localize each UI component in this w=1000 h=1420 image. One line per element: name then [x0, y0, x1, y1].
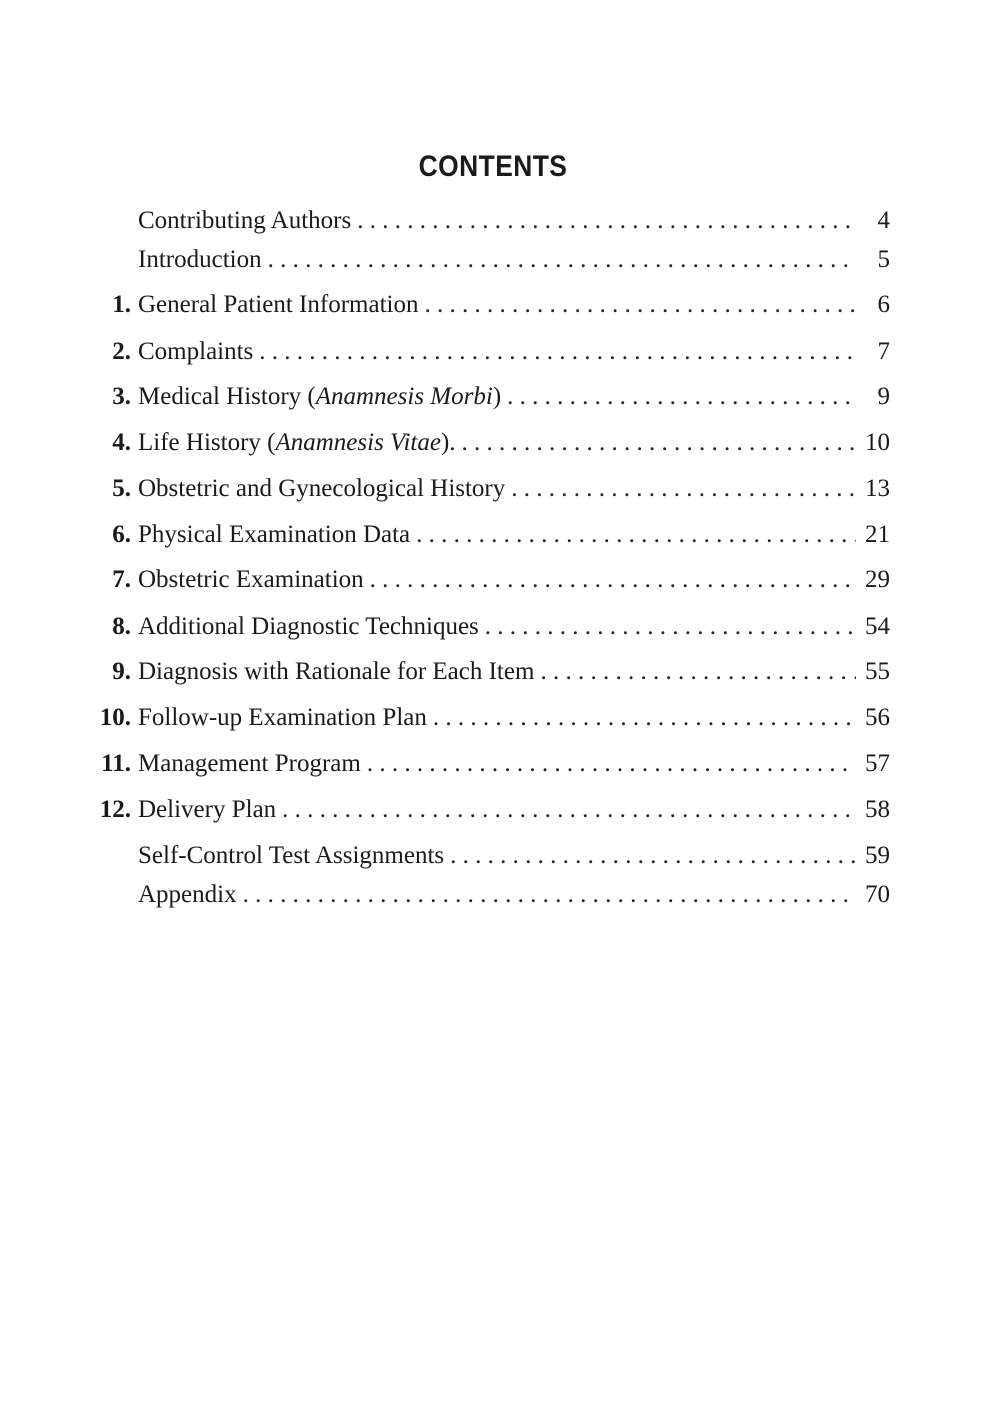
entry-page: 29	[865, 566, 890, 593]
entry-number: 12.	[99, 796, 131, 823]
entry-title: Diagnosis with Rationale for Each Item	[138, 658, 535, 685]
dot-leader	[424, 288, 856, 322]
entry-number: 4.	[112, 429, 131, 456]
toc-entry[interactable]	[90, 878, 890, 912]
entry-title: Additional Diagnostic Techniques	[138, 613, 479, 640]
dot-leader	[416, 518, 856, 552]
entry-page: 4	[877, 207, 890, 234]
toc-entry[interactable]	[90, 701, 890, 735]
entry-page: 54	[865, 613, 890, 640]
dot-leader	[357, 204, 856, 238]
toc-entry[interactable]	[90, 288, 890, 322]
entry-title: Management Program	[138, 750, 361, 777]
dot-leader	[370, 563, 856, 597]
toc-entry[interactable]	[90, 610, 890, 644]
entry-title: Complaints	[138, 338, 254, 365]
entry-page: 13	[865, 475, 890, 502]
entry-page: 9	[877, 383, 890, 410]
entry-page: 21	[865, 521, 890, 548]
entry-page: 10	[865, 429, 890, 456]
dot-leader	[462, 426, 856, 460]
entry-title: Introduction	[138, 246, 262, 273]
entry-title: Physical Examination Data	[138, 521, 411, 548]
entry-title: Follow-up Examination Plan	[138, 704, 427, 731]
entry-number: 1.	[112, 291, 131, 318]
toc-entry[interactable]	[90, 204, 890, 238]
dot-leader	[268, 243, 856, 277]
toc-entry[interactable]	[90, 655, 890, 689]
entry-title: Obstetric and Gynecological History	[138, 475, 506, 502]
dot-leader	[507, 380, 856, 414]
entry-title: Self-Control Test Assignments	[138, 842, 445, 869]
entry-number: 7.	[112, 566, 131, 593]
entry-title: Life History (Anamnesis Vitae).	[138, 429, 456, 456]
entry-title: Delivery Plan	[138, 796, 277, 823]
toc-entry[interactable]	[90, 747, 890, 781]
entry-number: 8.	[112, 613, 131, 640]
toc-entry[interactable]	[90, 518, 890, 552]
entry-page: 70	[865, 881, 890, 908]
dot-leader	[259, 335, 856, 369]
toc-entry[interactable]	[90, 472, 890, 506]
dot-leader	[433, 701, 856, 735]
entry-title: General Patient Information	[138, 291, 419, 318]
entry-page: 58	[865, 796, 890, 823]
entry-number: 6.	[112, 521, 131, 548]
toc-entry[interactable]	[90, 426, 890, 460]
dot-leader	[511, 472, 856, 506]
entry-page: 59	[865, 842, 890, 869]
dot-leader	[450, 839, 856, 873]
entry-page: 7	[877, 338, 890, 365]
toc-entry[interactable]	[90, 380, 890, 414]
entry-page: 5	[877, 246, 890, 273]
dot-leader	[243, 878, 856, 912]
entry-number: 2.	[112, 338, 131, 365]
entry-page: 6	[877, 291, 890, 318]
entry-page: 55	[865, 658, 890, 685]
entry-title: Contributing Authors	[138, 207, 352, 234]
entry-number: 10.	[99, 704, 131, 731]
entry-number: 5.	[112, 475, 131, 502]
dot-leader	[282, 793, 856, 827]
entry-number: 9.	[112, 658, 131, 685]
toc-entry[interactable]	[90, 563, 890, 597]
entry-page: 57	[865, 750, 890, 777]
dot-leader	[367, 747, 856, 781]
dot-leader	[540, 655, 856, 689]
entry-title: Appendix	[138, 881, 237, 908]
entry-title: Medical History (Anamnesis Morbi)	[138, 383, 502, 410]
toc-entry[interactable]	[90, 335, 890, 369]
page-title: CONTENTS	[418, 150, 568, 183]
entry-title: Obstetric Examination	[138, 566, 364, 593]
entry-number: 3.	[112, 383, 131, 410]
toc-entry[interactable]	[90, 793, 890, 827]
toc-entry[interactable]	[90, 243, 890, 277]
entry-number: 11.	[101, 750, 131, 777]
entry-page: 56	[865, 704, 890, 731]
toc-entry[interactable]	[90, 839, 890, 873]
dot-leader	[485, 610, 856, 644]
